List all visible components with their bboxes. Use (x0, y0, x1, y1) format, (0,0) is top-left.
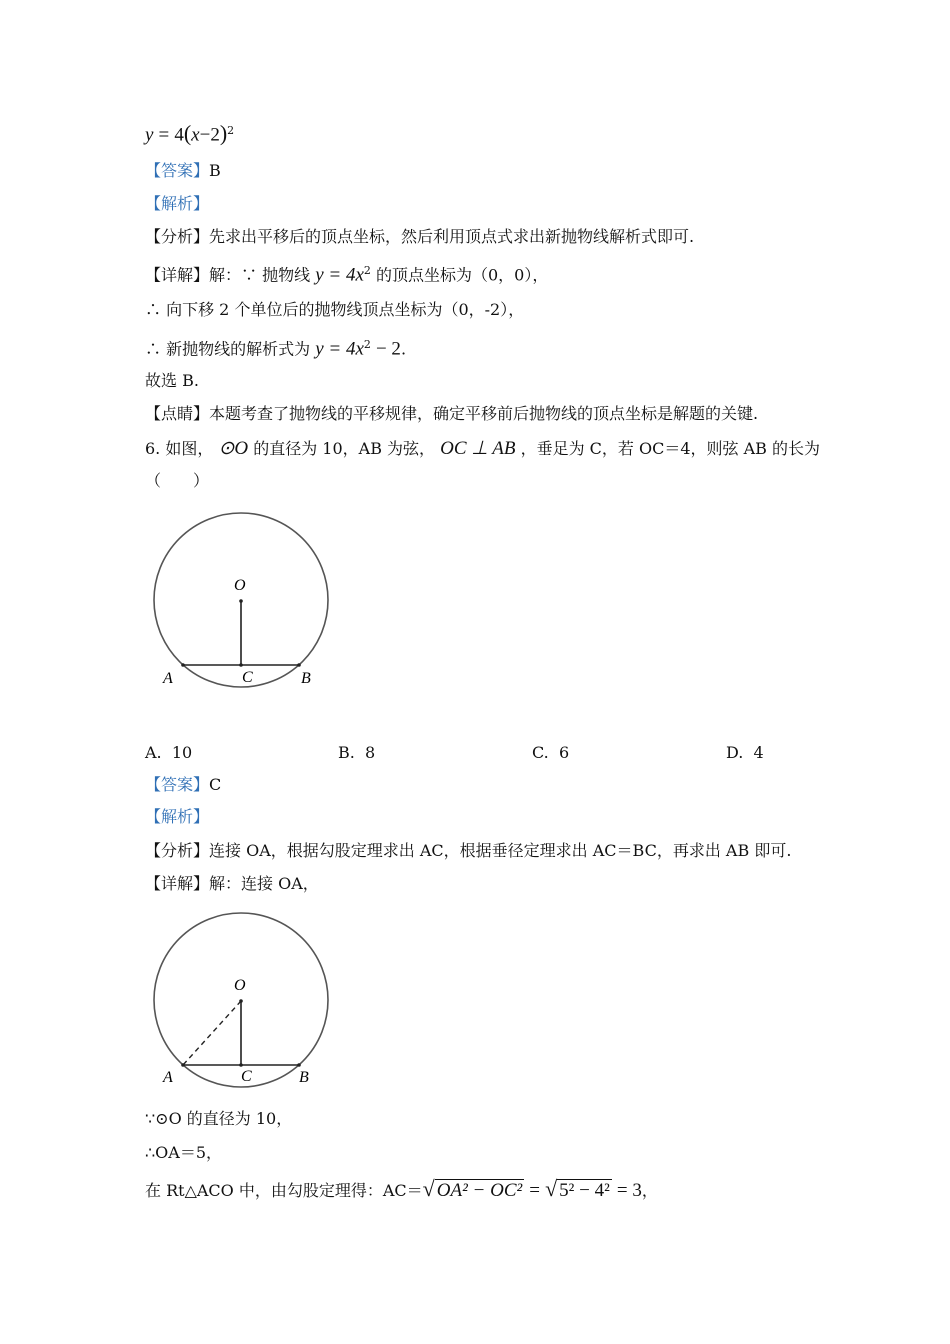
dianjing-tag: 【点睛】 (145, 404, 210, 423)
formula-two: 2 (210, 124, 220, 146)
option-d-key: D. (726, 743, 744, 762)
q5-conclusion-line (145, 370, 199, 392)
q6-s2-line (145, 1142, 222, 1164)
dashed-segment-oa (183, 1001, 241, 1065)
option-d[interactable] (726, 742, 764, 764)
option-a-key: A. (145, 743, 162, 762)
label-a: A (163, 670, 173, 687)
xiangjie-post: 的顶点坐标为（0，0）， (375, 265, 549, 285)
radicand-1: OA² − OC² (436, 1180, 523, 1201)
formula-y-4-x-2-squared (145, 120, 234, 146)
s1-text: ∵⊙O 的直径为 10， (145, 1109, 293, 1128)
q5-analysis-tag-line (145, 193, 209, 215)
point-c (239, 663, 243, 667)
option-c-value: 6 (558, 743, 570, 762)
option-a-value: 10 (171, 743, 193, 762)
point-b (297, 663, 301, 667)
label-o: O (234, 977, 246, 994)
answer-tag: 【答案】 (145, 775, 210, 794)
q6-s3-line (145, 1178, 658, 1202)
radical-sign-1: √ (422, 1176, 435, 1201)
s2-text: ∴OA＝5， (145, 1143, 223, 1162)
point-b (297, 1063, 301, 1067)
s3-pre: 在 Rt△ACO 中，由勾股定理得：AC＝ (145, 1181, 423, 1200)
step2-post: . (400, 339, 407, 359)
new-parabola-tail: − 2 (375, 338, 401, 360)
circle-symbol: ⊙O (218, 438, 249, 459)
q5-step2-line (145, 334, 406, 360)
radical-sign-2: √ (545, 1176, 558, 1201)
option-d-value: 4 (753, 743, 764, 762)
label-b: B (299, 1069, 309, 1086)
equals-sign: = (529, 1180, 540, 1201)
label-c: C (241, 1068, 252, 1085)
option-c-key: C. (532, 743, 549, 762)
radicand-2: 5² − 4² (559, 1180, 610, 1201)
conclusion-text: 故选 B. (145, 371, 199, 390)
option-b-key: B. (338, 743, 355, 762)
circle-figure-2 (145, 905, 345, 1105)
fenxi-tag: 【分析】 (145, 841, 210, 860)
fenxi-tag: 【分析】 (145, 227, 210, 246)
xiangjie-tag: 【详解】 (145, 265, 210, 285)
answer-value: C (209, 775, 222, 794)
q5-answer-line (145, 160, 221, 182)
q6-answer-line (145, 774, 221, 796)
q5-xiangjie-line (145, 260, 548, 286)
label-a: A (163, 1069, 173, 1086)
option-c[interactable] (532, 742, 569, 764)
parabola-formula: y = 4x (315, 264, 364, 286)
formula-y: y (145, 124, 154, 146)
formula-coef: 4 (174, 124, 184, 146)
label-c: C (242, 669, 253, 686)
label-b: B (301, 670, 311, 687)
formula-rparen: ) (219, 120, 228, 146)
new-parabola-exponent: 2 (363, 338, 371, 351)
label-o: O (234, 577, 246, 594)
fenxi-text: 先求出平移后的顶点坐标，然后利用顶点式求出新抛物线解析式即可. (209, 227, 695, 246)
s3-post: ， (641, 1181, 658, 1200)
point-o (239, 599, 243, 603)
xiangjie-pre: 解：∵ 抛物线 (209, 265, 311, 285)
answer-tag: 【答案】 (145, 161, 210, 180)
formula-x: x (191, 124, 200, 146)
analysis-tag: 【解析】 (145, 807, 210, 826)
point-a (181, 663, 185, 667)
xiangjie-text: 解：连接 OA， (209, 874, 319, 893)
option-b-value: 8 (365, 743, 376, 762)
fenxi-text: 连接 OA，根据勾股定理求出 AC，根据垂径定理求出 AC＝BC，再求出 AB 即可. (209, 841, 792, 860)
perpendicular-formula: OC ⊥ AB (440, 438, 516, 459)
step2-pre: ∴ 新抛物线的解析式为 (145, 339, 311, 359)
q6-analysis-tag-line (145, 806, 209, 828)
q6-stem-b: 的直径为 10，AB 为弦， (253, 439, 436, 458)
new-parabola-formula: y = 4x (315, 338, 364, 360)
circle-figure-1 (145, 505, 345, 705)
q5-fenxi-line (145, 226, 694, 248)
xiangjie-tag: 【详解】 (145, 874, 210, 893)
option-a[interactable] (145, 742, 192, 764)
formula-minus: − (199, 124, 211, 146)
point-o (239, 999, 243, 1003)
step1-text: ∴ 向下移 2 个单位后的抛物线顶点坐标为（0，-2）， (145, 300, 525, 319)
option-b[interactable] (338, 742, 375, 764)
q6-fenxi-line (145, 840, 791, 862)
q5-step1-line (145, 299, 524, 321)
formula-exponent: 2 (227, 124, 235, 137)
q6-stem-c: ，垂足为 C，若 OC＝4，则弦 AB 的长为 (520, 439, 821, 458)
formula-lparen: ( (183, 120, 192, 146)
answer-paren: （ ） (145, 471, 210, 490)
q6-paren-line (145, 470, 209, 492)
q6-s1-line (145, 1108, 292, 1130)
point-a (181, 1063, 185, 1067)
dianjing-text: 本题考查了抛物线的平移规律，确定平移前后抛物线的顶点坐标是解题的关键. (209, 404, 759, 423)
analysis-tag: 【解析】 (145, 194, 210, 213)
point-c (239, 1063, 243, 1067)
formula-eq: = (158, 124, 170, 146)
q5-dianjing-line (145, 403, 758, 425)
q6-xiangjie-line (145, 873, 319, 895)
answer-value: B (209, 161, 221, 180)
parabola-exponent: 2 (363, 264, 371, 277)
result-value: = 3 (616, 1180, 642, 1201)
q6-stem-a: 6. 如图， (145, 439, 214, 458)
q6-stem-line (145, 438, 820, 460)
